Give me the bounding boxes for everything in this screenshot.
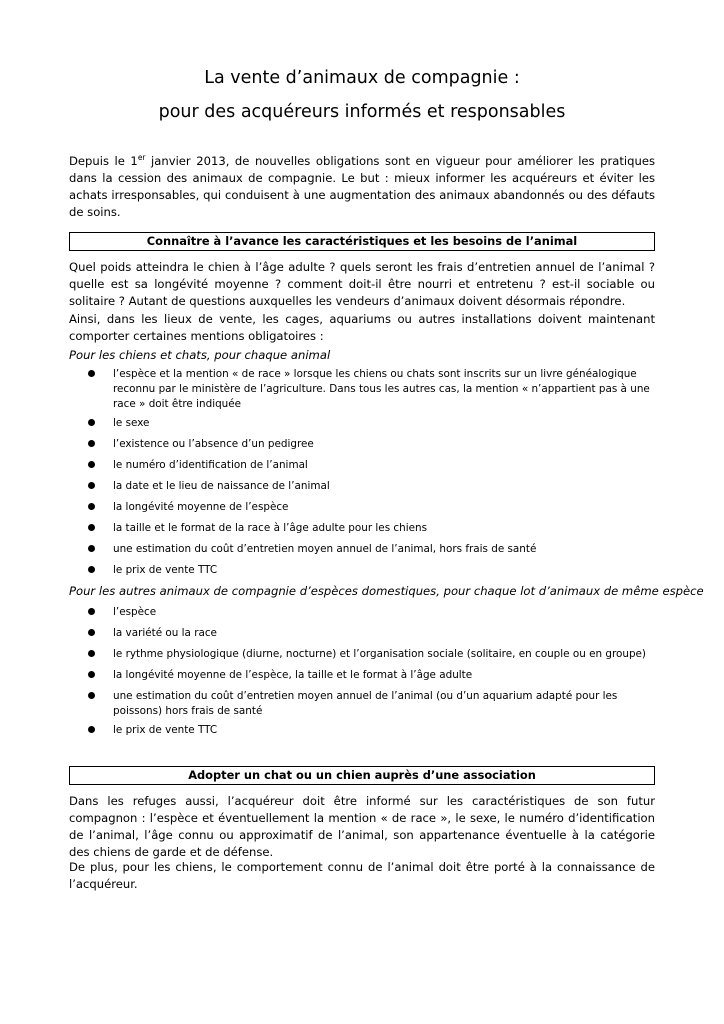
bullet-icon (88, 608, 95, 615)
intro-superscript: er (137, 153, 146, 162)
list-item-text: le prix de vente TTC (113, 724, 218, 736)
list-item-text: la taille et le format de la race à l’âge adulte pour les chiens (113, 522, 427, 534)
bullet-icon (88, 566, 95, 573)
section-2-paragraph-2: De plus, pour les chiens, le comportement connu de l’animal doit être porté à la connaissance de l’acquéreur. (69, 860, 655, 891)
list-item-text: une estimation du coût d’entretien moyen annuel de l’animal (ou d’un aquarium adapté pour les poissons) hors frais de santé (113, 690, 618, 717)
section-2-paragraph-1: Dans les refuges aussi, l’acquéreur doit être informé sur les caractéristiques de son futur compagnon : l’espèce et éventuellement la mention « de race », le sexe, le numéro d’identification de l’animal, l’âge connu ou approximatif de l’animal, son appartenance éventuelle à la catégorie des chiens de garde et de défense. (69, 794, 655, 859)
bullet-icon (88, 629, 95, 636)
list-item-text: l’espèce (113, 606, 157, 618)
list-item-text: l’existence ou l’absence d’un pedigree (113, 438, 314, 450)
bullet-icon (88, 524, 95, 531)
section-1-paragraph-1: Quel poids atteindra le chien à l’âge adulte ? quels seront les frais d’entretien annuel de l’animal ? quelle est sa longévité moyenne ? comment doit-il être nourri et entretenu ? est-il sociable ou solitaire ? Autant de questions auxquelles les vendeurs d’animaux doivent désormais répondre. (69, 260, 655, 308)
bullet-icon (88, 482, 95, 489)
bullet-icon (88, 726, 95, 733)
list-item-text: la longévité moyenne de l’espèce, la taille et le format à l’âge adulte (113, 669, 473, 681)
list-item-text: le sexe (113, 417, 150, 429)
bullet-icon (88, 503, 95, 510)
subheading-other-animals: Pour les autres animaux de compagnie d’espèces domestiques, pour chaque lot d’animaux de même espèce (69, 584, 704, 598)
bullet-icon (88, 545, 95, 552)
list-item-text: une estimation du coût d’entretien moyen annuel de l’animal, hors frais de santé (113, 543, 537, 555)
section-1-paragraph-2: Ainsi, dans les lieux de vente, les cages, aquariums ou autres installations doivent maintenant comporter certaines mentions obligatoires : (69, 312, 655, 343)
bullet-icon (88, 461, 95, 468)
list-item-text: la longévité moyenne de l’espèce (113, 501, 289, 513)
section-2-heading: Adopter un chat ou un chien auprès d’une association (69, 766, 655, 785)
bullet-icon (88, 692, 95, 699)
list-item-text: le rythme physiologique (diurne, nocturne) et l’organisation sociale (solitaire, en couple ou en groupe) (113, 648, 646, 660)
list-item-text: l’espèce et la mention « de race » lorsque les chiens ou chats sont inscrits sur un livre généalogique reconnu par le ministère de l’agriculture. Dans tous les autres cas, la mention « n’appartient pas à une race » doit être indiquée (113, 368, 650, 410)
bullet-icon (88, 671, 95, 678)
intro-text-start: Depuis le 1 (69, 154, 138, 168)
document-title-line-1: La vente d’animaux de compagnie : (204, 68, 520, 88)
list-item-text: la variété ou la race (113, 627, 217, 639)
bullet-icon (88, 650, 95, 657)
bullet-icon (88, 440, 95, 447)
list-item-text: le prix de vente TTC (113, 564, 218, 576)
intro-text-rest: janvier 2013, de nouvelles obligations sont en vigueur pour améliorer les pratiques dans la cession des animaux de compagnie. Le but : mieux informer les acquéreurs et éviter les achats irresponsables, qui conduisent à une augmentation des animaux abandonnés ou des défauts de soins. (69, 154, 655, 219)
intro-paragraph (69, 153, 655, 221)
list-item-text: le numéro d’identification de l’animal (113, 459, 308, 471)
document-title-line-2: pour des acquéreurs informés et responsables (158, 102, 566, 122)
bullet-icon (88, 419, 95, 426)
subheading-dogs-cats: Pour les chiens et chats, pour chaque animal (69, 348, 331, 362)
list-item-text: la date et le lieu de naissance de l’animal (113, 480, 330, 492)
bullet-icon (88, 370, 95, 377)
section-1-heading: Connaître à l’avance les caractéristiques et les besoins de l’animal (69, 232, 655, 251)
